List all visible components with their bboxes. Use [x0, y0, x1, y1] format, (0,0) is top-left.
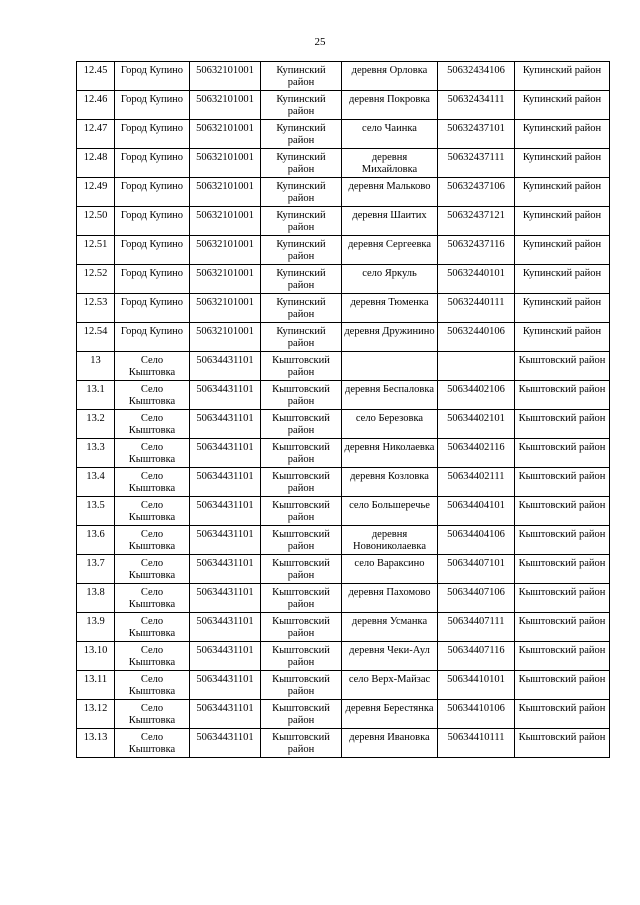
settlement-oktmo-cell — [438, 352, 515, 381]
district-cell-2: Купинский район — [515, 265, 610, 294]
settlement-cell: деревня Сергеевка — [342, 236, 438, 265]
table-row — [77, 91, 610, 120]
settlement-oktmo-cell: 50632434111 — [438, 91, 515, 120]
row-number-cell: 13.4 — [77, 468, 115, 497]
settlement-oktmo-cell: 50632440111 — [438, 294, 515, 323]
district-cell: Купинский район — [261, 62, 342, 91]
municipality-oktmo-cell: 50634431101 — [190, 555, 261, 584]
row-number-cell: 12.53 — [77, 294, 115, 323]
municipality-oktmo-cell: 50632101001 — [190, 294, 261, 323]
district-cell: Кыштовский район — [261, 381, 342, 410]
table-row — [77, 149, 610, 178]
municipality-cell: Село Кыштовка — [115, 410, 190, 439]
settlement-cell: село Чаинка — [342, 120, 438, 149]
table-row — [77, 642, 610, 671]
municipality-oktmo-cell: 50632101001 — [190, 236, 261, 265]
row-number-cell: 12.51 — [77, 236, 115, 265]
district-cell-2: Купинский район — [515, 207, 610, 236]
district-cell-2: Купинский район — [515, 62, 610, 91]
municipality-oktmo-cell: 50634431101 — [190, 671, 261, 700]
municipality-oktmo-cell: 50632101001 — [190, 178, 261, 207]
row-number-cell: 13.6 — [77, 526, 115, 555]
row-number-cell: 13 — [77, 352, 115, 381]
municipality-oktmo-cell: 50634431101 — [190, 642, 261, 671]
municipality-cell: Село Кыштовка — [115, 381, 190, 410]
municipality-cell: Город Купино — [115, 62, 190, 91]
settlement-oktmo-cell: 50634402111 — [438, 468, 515, 497]
settlement-oktmo-cell: 50632440106 — [438, 323, 515, 352]
table-row — [77, 62, 610, 91]
row-number-cell: 12.50 — [77, 207, 115, 236]
table-row — [77, 381, 610, 410]
municipality-cell: Город Купино — [115, 236, 190, 265]
row-number-cell: 13.5 — [77, 497, 115, 526]
municipality-oktmo-cell: 50634431101 — [190, 700, 261, 729]
municipality-oktmo-cell: 50634431101 — [190, 526, 261, 555]
table-row — [77, 294, 610, 323]
settlement-oktmo-cell: 50632434106 — [438, 62, 515, 91]
settlement-cell: деревня Тюменка — [342, 294, 438, 323]
district-cell-2: Кыштовский район — [515, 613, 610, 642]
district-cell-2: Кыштовский район — [515, 352, 610, 381]
table-row — [77, 526, 610, 555]
settlement-oktmo-cell: 50632437121 — [438, 207, 515, 236]
row-number-cell: 13.12 — [77, 700, 115, 729]
row-number-cell: 12.49 — [77, 178, 115, 207]
table-row — [77, 352, 610, 381]
municipality-cell: Город Купино — [115, 265, 190, 294]
table-row — [77, 468, 610, 497]
settlement-cell — [342, 352, 438, 381]
table-row — [77, 323, 610, 352]
settlement-cell: деревня Орловка — [342, 62, 438, 91]
settlement-cell: деревня Чеки-Аул — [342, 642, 438, 671]
settlement-oktmo-cell: 50632437111 — [438, 149, 515, 178]
district-cell: Кыштовский район — [261, 410, 342, 439]
municipality-oktmo-cell: 50634431101 — [190, 381, 261, 410]
municipality-cell: Село Кыштовка — [115, 584, 190, 613]
settlement-oktmo-cell: 50634402106 — [438, 381, 515, 410]
row-number-cell: 12.46 — [77, 91, 115, 120]
settlement-cell: деревня Берестянка — [342, 700, 438, 729]
settlement-oktmo-cell: 50634410101 — [438, 671, 515, 700]
row-number-cell: 12.45 — [77, 62, 115, 91]
district-cell: Кыштовский район — [261, 555, 342, 584]
district-cell: Купинский район — [261, 120, 342, 149]
district-cell: Купинский район — [261, 149, 342, 178]
municipality-cell: Село Кыштовка — [115, 700, 190, 729]
table-row — [77, 236, 610, 265]
table-row — [77, 120, 610, 149]
settlement-oktmo-cell: 50634407106 — [438, 584, 515, 613]
settlement-cell: село Вараксино — [342, 555, 438, 584]
table-body — [77, 62, 610, 758]
municipality-oktmo-cell: 50632101001 — [190, 207, 261, 236]
settlement-oktmo-cell: 50632437116 — [438, 236, 515, 265]
settlement-cell: деревня Новониколаевка — [342, 526, 438, 555]
district-cell: Кыштовский район — [261, 613, 342, 642]
table-row — [77, 410, 610, 439]
row-number-cell: 13.8 — [77, 584, 115, 613]
district-cell: Кыштовский район — [261, 497, 342, 526]
page-number: 25 — [314, 36, 326, 48]
district-cell-2: Кыштовский район — [515, 526, 610, 555]
municipality-cell: Село Кыштовка — [115, 729, 190, 758]
municipality-cell: Город Купино — [115, 120, 190, 149]
table-row — [77, 671, 610, 700]
municipality-cell: Город Купино — [115, 294, 190, 323]
municipality-cell: Село Кыштовка — [115, 352, 190, 381]
district-cell-2: Кыштовский район — [515, 671, 610, 700]
municipality-cell: Город Купино — [115, 91, 190, 120]
row-number-cell: 13.13 — [77, 729, 115, 758]
settlement-oktmo-cell: 50634404101 — [438, 497, 515, 526]
district-cell-2: Купинский район — [515, 178, 610, 207]
settlement-cell: деревня Шаитих — [342, 207, 438, 236]
district-cell-2: Кыштовский район — [515, 729, 610, 758]
row-number-cell: 13.9 — [77, 613, 115, 642]
district-cell: Купинский район — [261, 236, 342, 265]
municipality-oktmo-cell: 50634431101 — [190, 613, 261, 642]
municipality-oktmo-cell: 50634431101 — [190, 584, 261, 613]
row-number-cell: 13.7 — [77, 555, 115, 584]
row-number-cell: 13.1 — [77, 381, 115, 410]
table-row — [77, 497, 610, 526]
district-cell-2: Купинский район — [515, 323, 610, 352]
settlement-oktmo-cell: 50632437101 — [438, 120, 515, 149]
municipality-cell: Город Купино — [115, 323, 190, 352]
settlement-cell: деревня Козловка — [342, 468, 438, 497]
table-row — [77, 700, 610, 729]
municipality-oktmo-cell: 50634431101 — [190, 468, 261, 497]
district-cell-2: Кыштовский район — [515, 555, 610, 584]
district-cell: Купинский район — [261, 207, 342, 236]
row-number-cell: 12.52 — [77, 265, 115, 294]
municipality-oktmo-cell: 50632101001 — [190, 91, 261, 120]
district-cell-2: Купинский район — [515, 236, 610, 265]
row-number-cell: 13.10 — [77, 642, 115, 671]
settlement-oktmo-cell: 50634407101 — [438, 555, 515, 584]
settlement-oktmo-cell: 50632440101 — [438, 265, 515, 294]
table-row — [77, 439, 610, 468]
settlement-cell: деревня Ивановка — [342, 729, 438, 758]
district-cell: Купинский район — [261, 323, 342, 352]
settlement-oktmo-cell: 50634410111 — [438, 729, 515, 758]
district-cell-2: Кыштовский район — [515, 497, 610, 526]
table-row — [77, 555, 610, 584]
district-cell-2: Кыштовский район — [515, 410, 610, 439]
row-number-cell: 12.54 — [77, 323, 115, 352]
district-cell: Кыштовский район — [261, 729, 342, 758]
row-number-cell: 12.48 — [77, 149, 115, 178]
table-row — [77, 265, 610, 294]
municipality-oktmo-cell: 50634431101 — [190, 352, 261, 381]
district-cell: Кыштовский район — [261, 352, 342, 381]
settlement-cell: село Большеречье — [342, 497, 438, 526]
municipality-cell: Город Купино — [115, 207, 190, 236]
settlement-cell: село Березовка — [342, 410, 438, 439]
table-row — [77, 613, 610, 642]
municipality-cell: Село Кыштовка — [115, 439, 190, 468]
municipality-cell: Село Кыштовка — [115, 555, 190, 584]
municipality-oktmo-cell: 50634431101 — [190, 439, 261, 468]
municipality-cell: Село Кыштовка — [115, 497, 190, 526]
settlement-cell: деревня Михайловка — [342, 149, 438, 178]
municipality-oktmo-cell: 50634431101 — [190, 410, 261, 439]
district-cell-2: Купинский район — [515, 120, 610, 149]
row-number-cell: 13.3 — [77, 439, 115, 468]
district-cell-2: Кыштовский район — [515, 642, 610, 671]
district-cell-2: Кыштовский район — [515, 584, 610, 613]
settlement-oktmo-cell: 50634410106 — [438, 700, 515, 729]
settlement-cell: село Яркуль — [342, 265, 438, 294]
district-cell: Купинский район — [261, 265, 342, 294]
settlement-cell: село Верх-Майзас — [342, 671, 438, 700]
municipality-oktmo-cell: 50632101001 — [190, 323, 261, 352]
municipality-cell: Село Кыштовка — [115, 613, 190, 642]
settlement-cell: деревня Беспаловка — [342, 381, 438, 410]
settlement-oktmo-cell: 50632437106 — [438, 178, 515, 207]
table-row — [77, 584, 610, 613]
district-cell-2: Кыштовский район — [515, 381, 610, 410]
municipality-oktmo-cell: 50634431101 — [190, 497, 261, 526]
municipality-oktmo-cell: 50632101001 — [190, 120, 261, 149]
row-number-cell: 13.2 — [77, 410, 115, 439]
district-cell: Кыштовский район — [261, 700, 342, 729]
district-cell: Кыштовский район — [261, 584, 342, 613]
municipality-oktmo-cell: 50632101001 — [190, 149, 261, 178]
district-cell: Кыштовский район — [261, 526, 342, 555]
municipality-oktmo-cell: 50632101001 — [190, 265, 261, 294]
district-cell-2: Кыштовский район — [515, 468, 610, 497]
settlement-cell: деревня Мальково — [342, 178, 438, 207]
settlement-oktmo-cell: 50634402101 — [438, 410, 515, 439]
settlement-cell: деревня Пахомово — [342, 584, 438, 613]
settlement-cell: деревня Дружинино — [342, 323, 438, 352]
settlement-oktmo-cell: 50634407116 — [438, 642, 515, 671]
municipality-cell: Город Купино — [115, 178, 190, 207]
municipality-cell: Село Кыштовка — [115, 642, 190, 671]
row-number-cell: 13.11 — [77, 671, 115, 700]
settlements-table — [76, 61, 610, 758]
district-cell: Кыштовский район — [261, 642, 342, 671]
municipality-cell: Село Кыштовка — [115, 671, 190, 700]
settlement-oktmo-cell: 50634402116 — [438, 439, 515, 468]
settlement-cell: деревня Усманка — [342, 613, 438, 642]
table-row — [77, 207, 610, 236]
municipality-cell: Село Кыштовка — [115, 468, 190, 497]
row-number-cell: 12.47 — [77, 120, 115, 149]
table-row — [77, 178, 610, 207]
district-cell: Купинский район — [261, 178, 342, 207]
district-cell: Кыштовский район — [261, 439, 342, 468]
table-row — [77, 729, 610, 758]
district-cell-2: Купинский район — [515, 149, 610, 178]
district-cell: Купинский район — [261, 294, 342, 323]
district-cell-2: Купинский район — [515, 294, 610, 323]
district-cell-2: Кыштовский район — [515, 439, 610, 468]
district-cell-2: Купинский район — [515, 91, 610, 120]
municipality-oktmo-cell: 50634431101 — [190, 729, 261, 758]
district-cell: Купинский район — [261, 91, 342, 120]
settlement-cell: деревня Покровка — [342, 91, 438, 120]
settlement-oktmo-cell: 50634404106 — [438, 526, 515, 555]
municipality-cell: Город Купино — [115, 149, 190, 178]
settlement-oktmo-cell: 50634407111 — [438, 613, 515, 642]
municipality-oktmo-cell: 50632101001 — [190, 62, 261, 91]
district-cell: Кыштовский район — [261, 468, 342, 497]
district-cell-2: Кыштовский район — [515, 700, 610, 729]
municipality-cell: Село Кыштовка — [115, 526, 190, 555]
district-cell: Кыштовский район — [261, 671, 342, 700]
settlement-cell: деревня Николаевка — [342, 439, 438, 468]
